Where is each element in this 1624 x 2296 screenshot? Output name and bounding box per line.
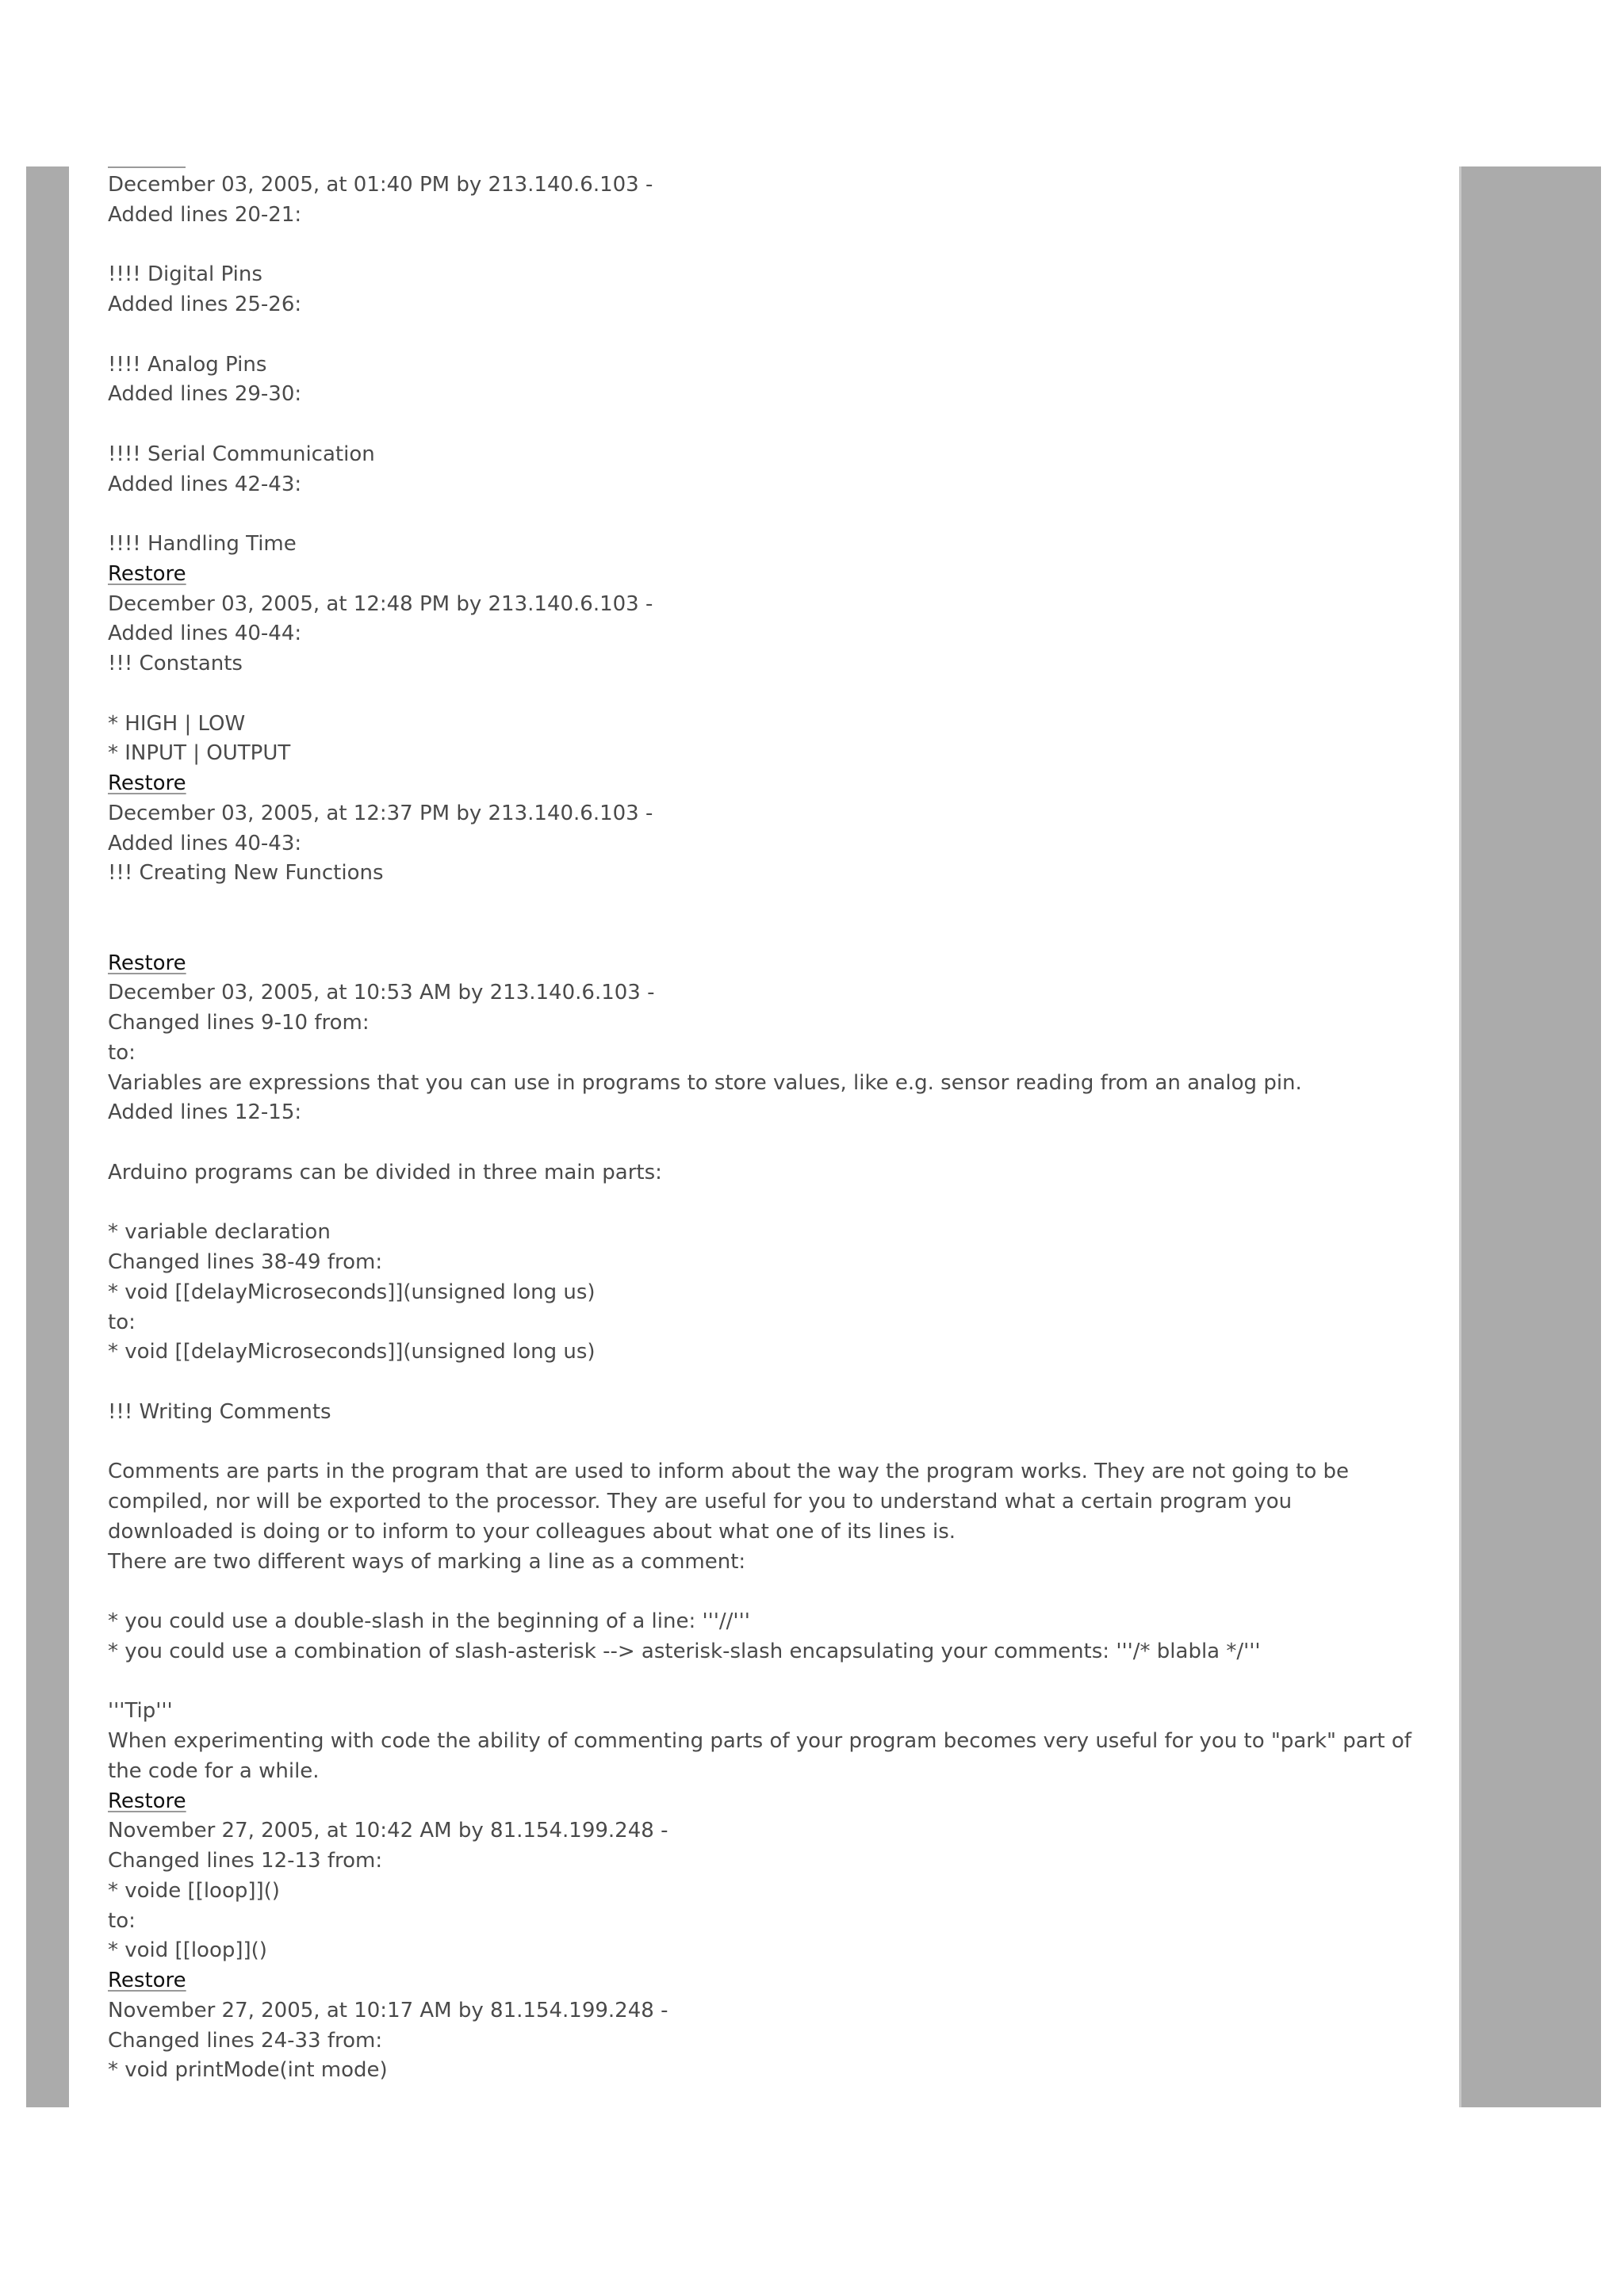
blank-line xyxy=(108,1577,1424,1607)
blank-line xyxy=(108,889,1424,919)
diff-line: Added lines 40-43: xyxy=(108,831,302,855)
restore-link[interactable]: Restore xyxy=(108,951,186,975)
diff-line: '''Tip''' xyxy=(108,1699,173,1724)
revision-meta: November 27, 2005, at 10:42 AM by 81.154.199.248 - xyxy=(108,1819,668,1843)
diff-line: to: xyxy=(108,1040,136,1065)
diff-line: !!! Constants xyxy=(108,652,243,675)
diff-line: * void printMode(int mode) xyxy=(108,2058,388,2083)
blank-line xyxy=(108,1428,1424,1458)
blank-line xyxy=(108,410,1424,440)
diff-line: Changed lines 24-33 from: xyxy=(108,2028,383,2053)
blank-line xyxy=(108,1368,1424,1398)
restore-line xyxy=(108,949,1424,979)
restore-line xyxy=(108,1966,1424,1996)
diff-line: * INPUT | OUTPUT xyxy=(108,741,291,766)
restore-link[interactable]: Restore xyxy=(108,771,186,795)
diff-line: !!!! Digital Pins xyxy=(108,262,262,287)
diff-line: !!!! Analog Pins xyxy=(108,352,267,377)
restore-link[interactable]: Restore xyxy=(108,561,186,586)
diff-line: When experimenting with code the ability of commenting parts of your program becomes very useful for you to "park" part of xyxy=(108,1729,1411,1753)
blank-line xyxy=(108,679,1424,710)
blank-line xyxy=(108,1128,1424,1158)
diff-line: downloaded is doing or to inform to your colleagues about what one of its lines is. xyxy=(108,1519,956,1544)
diff-line: * voide [[loop]]() xyxy=(108,1878,280,1903)
diff-line: Added lines 42-43: xyxy=(108,472,302,496)
blank-line xyxy=(108,231,1424,261)
diff-line: Variables are expressions that you can use in programs to store values, like e.g. sensor reading from an analog pin. xyxy=(108,1070,1302,1095)
blank-line xyxy=(108,1667,1424,1697)
restore-line xyxy=(108,769,1424,799)
restore-line xyxy=(108,1787,1424,1817)
right-margin-bar-edge xyxy=(1459,166,1461,2107)
diff-line: * HIGH | LOW xyxy=(108,711,246,736)
left-margin-bar xyxy=(26,166,69,2107)
diff-line: to: xyxy=(108,1310,136,1334)
diff-line: compiled, nor will be exported to the processor. They are useful for you to understand what a certain program you xyxy=(108,1490,1293,1513)
revision-meta: December 03, 2005, at 12:48 PM by 213.140.6.103 - xyxy=(108,591,653,616)
blank-line xyxy=(108,1188,1424,1219)
diff-line: * you could use a double-slash in the beginning of a line: '''//''' xyxy=(108,1609,750,1633)
restore-link[interactable]: Restore xyxy=(108,1789,186,1813)
diff-line: the code for a while. xyxy=(108,1758,320,1783)
diff-line: !!! Creating New Functions xyxy=(108,861,384,886)
diff-line: * void [[loop]]() xyxy=(108,1938,267,1963)
blank-line xyxy=(108,919,1424,949)
diff-line: * void [[delayMicroseconds]](unsigned long us) xyxy=(108,1280,596,1304)
diff-line: Arduino programs can be divided in three main parts: xyxy=(108,1160,662,1184)
diff-line: Comments are parts in the program that are used to inform about the way the program works. They are not going to be xyxy=(108,1460,1350,1484)
revision-meta: November 27, 2005, at 10:17 AM by 81.154.199.248 - xyxy=(108,1998,668,2022)
diff-line: There are two different ways of marking a line as a comment: xyxy=(108,1549,746,1574)
blank-line xyxy=(108,499,1424,530)
revision-meta: December 03, 2005, at 10:53 AM by 213.140.6.103 - xyxy=(108,981,655,1005)
diff-line: Added lines 25-26: xyxy=(108,293,302,316)
diff-line: * void [[delayMicroseconds]](unsigned long us) xyxy=(108,1340,596,1364)
restore-link[interactable]: Restore xyxy=(108,1969,186,1992)
diff-line: Added lines 20-21: xyxy=(108,202,302,227)
diff-line: * you could use a combination of slash-asterisk --> asterisk-slash encapsulating your comments: '''/* blabla */''' xyxy=(108,1639,1261,1663)
diff-line: !!! Writing Comments xyxy=(108,1399,331,1424)
diff-line: !!!! Handling Time xyxy=(108,532,297,556)
diff-line: !!!! Serial Communication xyxy=(108,442,375,466)
diff-line: * variable declaration xyxy=(108,1220,331,1245)
restore-line xyxy=(108,560,1424,590)
diff-line: Changed lines 9-10 from: xyxy=(108,1011,370,1035)
diff-line: Added lines 40-44: xyxy=(108,622,302,646)
revision-meta: December 03, 2005, at 12:37 PM by 213.140.6.103 - xyxy=(108,801,653,825)
revision-meta: December 03, 2005, at 01:40 PM by 213.140.6.103 - xyxy=(108,173,653,197)
diff-line: Changed lines 38-49 from: xyxy=(108,1250,383,1274)
diff-line: to: xyxy=(108,1908,136,1933)
top-rule xyxy=(108,166,186,168)
revision-history xyxy=(108,170,1424,2086)
right-margin-bar xyxy=(1459,166,1601,2107)
blank-line xyxy=(108,320,1424,350)
diff-line: Added lines 29-30: xyxy=(108,382,302,407)
diff-line: Added lines 12-15: xyxy=(108,1100,302,1125)
diff-line: Changed lines 12-13 from: xyxy=(108,1849,383,1873)
